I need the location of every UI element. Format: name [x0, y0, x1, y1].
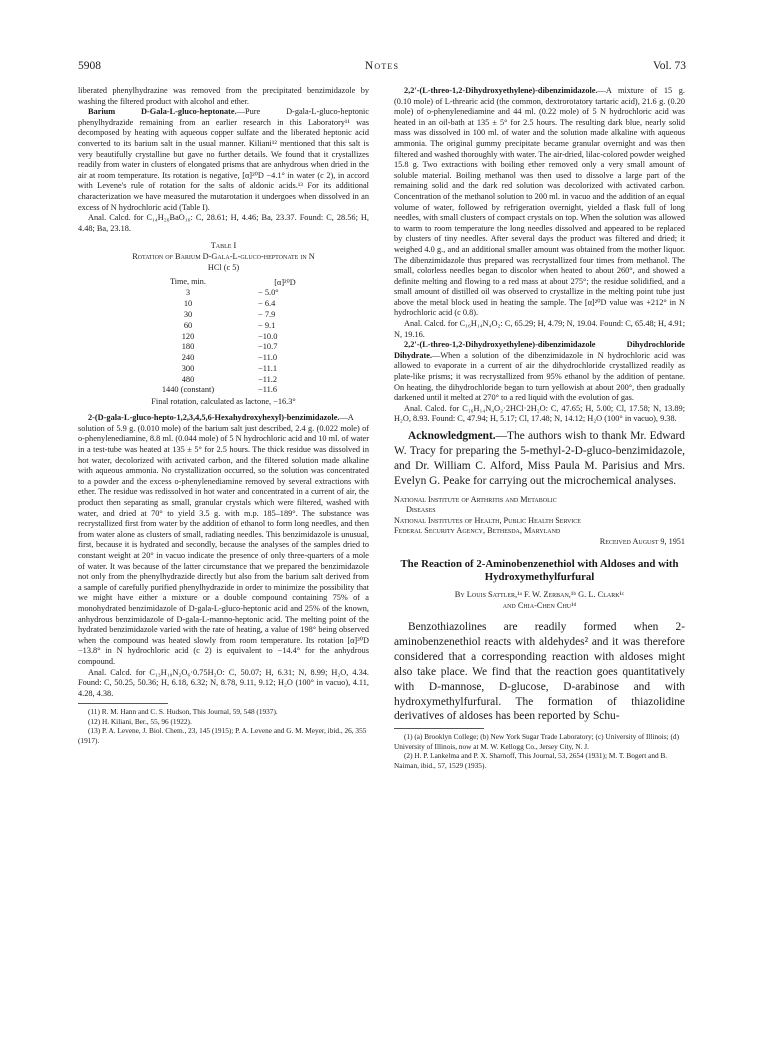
footnote-1: (1) (a) Brooklyn College; (b) New York Sugar Trade Laboratory; (c) University of Illinois; (d) University of Illinois, now at M. W. Kellogg Co., Jersey City, N. J. [394, 732, 680, 751]
table-row [124, 342, 318, 353]
hexahydroxyhexyl-text: —A solution of 5.9 g. (0.010 mole) of the barium salt just described, 2.4 g. (0.022 mole) of o-phenylenediamine, 8.8 ml. (0.044 mole) of 5 N hydrochloric acid and 10 ml. of water in a test-tube was heated at 135 ± 5° for 2.5 hours. The thick residue was dissolved in hot water, decolorized with activated carbon, and the filtered solution made alkaline with aqueous ammonia. No crystallization occurred, so the solution was concentrated to a powder and the excess o-phenylenediamine removed by several extractions with ether. The residue was redissolved in hot water and concentrated in a current of air, the product then separating as small, granular crystals which were filtered, washed with water, and dried at 70° to yield 3.5 g. with m.p. 185–189°. The substance was recrystallized first from water by the addition of ethanol to form long needles, and then from water alone as clusters of small, radiating needles. This benzimidazole is unusual, first, because it is hydrated and secondly, because the analyses of the samples dried to constant weight at 20° in vacuo indicate the presence of only three-quarters of a mole of water. It was because of the latter circumstance that we prepared the benzimidazole not only from the phenylhydrazide directly but also from the barium salt derived from a sample of carefully purified phenylhydrazide in order to minimize the possibility that we might have either a mixture or a double compound containing 75% of a monohydrated benzimidazole of D-gala-L-gluco-heptonic acid and 25% of the known, anhydrous benzimidazole of D-gala-L-manno-heptonic acid. The melting point of the hydrated benzimidazole varied with the rate of heating, a value of 198° being observed when the compound was heated slowly from room temperature. Its rotation [α]²⁰D −13.8° in N hydrochloric acid (c 2) is equivalent to −14.4° for the anhydrous compound. [78, 413, 369, 666]
column-header-rotation: [α]²⁰D [274, 277, 296, 287]
time-cell: 180 [181, 342, 195, 352]
rotation-cell: −11.6 [258, 385, 278, 395]
time-cell: 480 [181, 374, 195, 384]
intro-paragraph: liberated phenylhydrazine was removed from the precipitated benzimidazole by washing the filtered product with alcohol and ether. [78, 86, 369, 106]
heptonate-paragraph [78, 107, 369, 213]
time-cell: 60 [183, 320, 193, 330]
affiliation-line: Diseases [406, 505, 436, 515]
acknowledgment-text: —The authors wish to thank Mr. Edward W. Tracy for preparing the 5-methyl-2-D-gluco-benzimidazole, and Dr. William C. Alford, Miss Paula M. Parisius and Mrs. Evelyn G. Peake for carrying out the microchemical analyses. [394, 430, 685, 487]
rotation-cell: −10.7 [258, 342, 278, 352]
authors-line: By Louis Sattler,¹ᵃ F. W. Zerban,¹ᵇ G. L. Clark¹ᶜ [454, 590, 625, 600]
rotation-cell: −10.0 [258, 331, 278, 341]
dibenzimidazole-heading: 2,2′-(L-threo-1,2-Dihydroxyethylene)-dibenzimidazole. [404, 86, 598, 95]
analysis-benzimidazole: Anal. Calcd. for C₁₃H₁₈N₂O₆·0.75H₂O: C, 50.07; H, 6.31; N, 8.99; H₂O, 4.34. Found: C, 50.25, 50.36; H, 6.18, 6.32; N, 8.78, 9.11, 9.12; H₂O (100° in vacuo), 4.11, 4.28, 4.38. [78, 667, 369, 698]
dihydrochloride-paragraph [394, 340, 685, 404]
time-cell: 30 [183, 309, 193, 319]
column-header-time: Time, min. [170, 277, 206, 287]
heptonate-heading: Barium D-Gala-L-gluco-heptonate. [88, 107, 237, 117]
rotation-cell: − 6.4 [258, 299, 276, 309]
footnote-2: (2) H. P. Lankelma and P. X. Sharnoff, This Journal, 53, 2654 (1931); M. T. Bogert and B. Naiman, ibid., 57, 1529 (1935). [394, 751, 668, 770]
table-caption-line2: HCl (c 5) [207, 263, 240, 273]
heptonate-text: —Pure D-gala-L-gluco-heptonic phenylhydrazide remaining from an earlier research in this Laboratory¹¹ was decomposed by heating with aqueous copper sulfate and the liberated heptonic acid converted to its barium salt in the usual manner. Kiliani¹² mentioned that this salt is very beautifully crystalline but gave no further details. We found that it crystallizes readily from water in clusters of elongated prisms that are anhydrous when dried in the air at room temperature. Its rotation is negative, [α]²⁰D −4.1° in water (c 2), in accord with Levene's rule of rotation for the salts of aldonic acids.¹³ For its additional characterization we have measured the mutarotation it undergoes when dissolved in an excess of N hydrochloric acid (Table I). [78, 107, 369, 212]
acknowledgment-paragraph [394, 429, 685, 489]
table-final-rotation: Final rotation, calculated as lactone, −16.3° [151, 397, 296, 407]
table-row [124, 375, 318, 386]
analysis-dihydrochloride: Anal. Calcd. for C₁₆H₁₄N₄O₂·2HCl·2H₂O: C, 47.65; H, 5.00; Cl, 17.58; N, 13.89; H₂O, 8.93. Found: C, 47.94; H, 5.17; Cl, 17.48; N, 14.12; H₂O (100° in vacuo), 9.38. [394, 403, 685, 424]
affiliation-line: Federal Security Agency, Bethesda, Maryland [394, 526, 561, 536]
table-caption-line1: Rotation of Barium D-Gala-L-gluco-heptonate in N [132, 252, 315, 262]
affiliation-line: National Institute of Arthritis and Metabolic [394, 494, 557, 504]
table-row [124, 321, 318, 332]
hexahydroxyhexyl-paragraph [78, 413, 369, 667]
article-body: Benzothiazolines are readily formed when 2-aminobenzenethiol reacts with aldehydes² and it was therefore considered that a corresponding reaction with aldoses might also take place. We find that the reaction goes quantitatively with D-mannose, D-glucose, D-arabinose and with hydroxymethylfurfural. The formation of thiazolidine derivatives of aldoses has been reported by Schu- [394, 621, 685, 723]
footnote-divider [394, 728, 484, 729]
table-row [124, 299, 318, 310]
table-row [124, 385, 318, 396]
analysis-heptonate: Anal. Calcd. for C₁₄H₂₆BaO₁₆: C, 28.61; H, 4.46; Ba, 23.37. Found: C, 28.56; H, 4.48; Ba, 23.18. [78, 213, 369, 233]
table-header-row [124, 275, 318, 288]
dihydrochloride-heading: 2,2′-(L-threo-1,2-Dihydroxyethylene)-dibenzimidazole Dihydrochloride Dihydrate. [394, 340, 685, 360]
rotation-cell: −11.0 [258, 353, 278, 363]
acknowledgment-heading: Acknowledgment. [408, 430, 496, 442]
page-number: 5908 [78, 60, 101, 72]
rotation-cell: −11.2 [258, 374, 278, 384]
right-column [394, 86, 685, 770]
time-cell: 300 [181, 363, 195, 373]
hexahydroxyhexyl-heading: 2-(D-gala-L-gluco-hepto-1,2,3,4,5,6-Hexahydroxyhexyl)-benzimidazole. [88, 413, 340, 423]
running-header [78, 60, 686, 76]
received-date: Received August 9, 1951 [599, 537, 685, 546]
time-cell: 240 [181, 353, 195, 363]
time-cell: 120 [181, 331, 195, 341]
dibenzimidazole-text: —A mixture of 15 g. (0.10 mole) of L-threaric acid (the common, dextrorotatory tartaric acid), 21.6 g. (0.20 mole) of o-phenylenediamine and 44 ml. (0.22 mole) of 5 N hydrochloric acid was heated in an oil-bath at 135 ± 5° for 2.5 hours. The resulting dark blue, nearly solid mass was dissolved in 100 ml. of water and the solution made alkaline with aqueous ammonia. The original gummy precipitate became granular overnight and was then filtered and washed thoroughly with water. The air-dried, lilac-colored powder weighed 15.8 g. Two extractions with boiling ether removed only a very small amount of soluble material. Boiling methanol was then used to dissolve a large part of the remaining solid and the dark red solution was decolorized with activated carbon. Concentration of the methanol solution to 200 ml. in vacuo and the addition of an equal volume of water, followed by refrigeration overnight, yielded a flask full of long needles, with small clusters of compact crystals on top. When the solution was allowed to warm to room temperature the long needles dissolved and appeared to be replaced by clusters of tiny needles. After several days the product was filtered and dried; it weighed 4.0 g., and an additional smaller amount was obtained from the mother liquor. The dibenzimidazole thus prepared was recrystallized four times from methanol. The small, colorless needles began to discolor when heated to about 260°, and showed a definite melting and flowing to a red mass at about 275°; the residue solidified, and a small amount of distilled oil was observed to crystallize in the melting point tube just above the metal block used in heating the sample. The [α]²⁰D value was +212° in N hydrochloric acid (c 0.8). [394, 86, 685, 318]
footnote-13: (13) P. A. Levene, J. Biol. Chem., 23, 145 (1915); P. A. Levene and G. M. Meyer, ibid., 26, 355 (1917). [78, 726, 367, 745]
footnote-divider [78, 703, 168, 704]
time-cell: 1440 (constant) [161, 385, 215, 395]
rotation-cell: − 7.9 [258, 309, 276, 319]
table-title: Table I [210, 241, 237, 251]
affiliation-block [394, 495, 685, 548]
table-row [124, 364, 318, 375]
rotation-cell: − 9.1 [258, 320, 276, 330]
volume-label: Vol. 73 [652, 60, 686, 72]
time-cell: 10 [183, 299, 193, 309]
rotation-cell: − 5.0° [258, 288, 279, 298]
authors-line: and Chia-Chen Chu¹ᵈ [502, 601, 577, 611]
article-authors [394, 590, 685, 612]
rotation-cell: −11.1 [258, 363, 278, 373]
table-row [124, 332, 318, 343]
dibenzimidazole-paragraph [394, 86, 685, 319]
running-head: Notes [364, 60, 400, 72]
table-row [124, 288, 318, 299]
footnote-11: (11) R. M. Hann and C. S. Hudson, This Journal, 59, 548 (1937). [88, 707, 278, 717]
rotation-table [124, 275, 318, 396]
article-title: The Reaction of 2-Aminobenzenethiol with Aldoses and with Hydroxymethylfurfural [400, 557, 679, 583]
table-row [124, 310, 318, 321]
footnote-12: (12) H. Kiliani, Ber., 55, 96 (1922). [88, 716, 192, 726]
time-cell: 3 [185, 288, 191, 298]
left-column [78, 86, 369, 745]
analysis-dibenzimidazole: Anal. Calcd. for C₁₆H₁₄N₄O₂: C, 65.29; H, 4.79; N, 19.04. Found: C, 65.48; H, 4.91; N, 19.16. [394, 319, 685, 339]
affiliation-line: National Institutes of Health, Public Health Service [394, 515, 581, 525]
table-row [124, 353, 318, 364]
dihydrochloride-text: —When a solution of the dibenzimidazole in N hydrochloric acid was allowed to evaporate in a current of air the dihydrochloride crystallized readily as plate-like prisms; it was recrystallized from 95% ethanol by the addition of pentane. On heating, the dihydrochloride began to turn yellowish at about 200°, then gradually darkened until it melted at 270° to a red liquid with the evolution of gas. [394, 350, 685, 403]
